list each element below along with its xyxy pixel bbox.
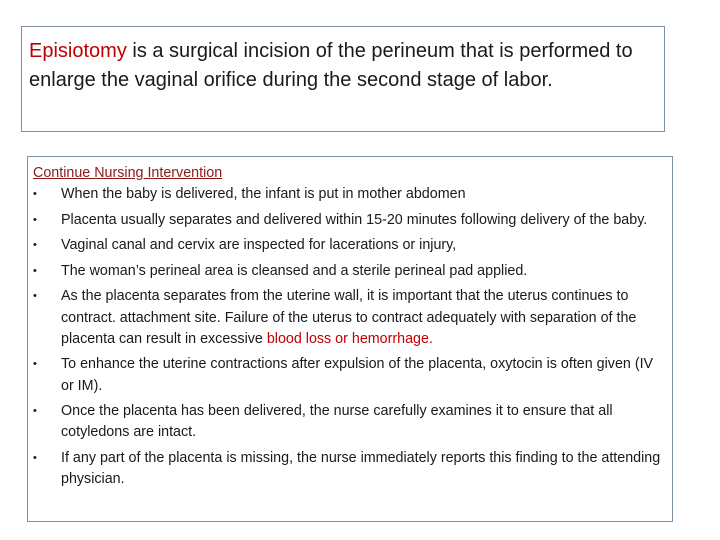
list-item bbox=[33, 448, 662, 491]
list-item bbox=[33, 210, 662, 231]
section-heading: Continue Nursing Intervention bbox=[33, 165, 223, 181]
list-item bbox=[33, 235, 662, 256]
list-item-text: To enhance the uterine contractions after expulsion of the placenta, oxytocin is often given (IV or IM). bbox=[61, 356, 654, 394]
intervention-list bbox=[33, 184, 662, 490]
list-item-text: The woman’s perineal area is cleansed and a sterile perineal pad applied. bbox=[61, 262, 528, 279]
list-item-text: Vaginal canal and cervix are inspected for lacerations or injury, bbox=[61, 237, 457, 254]
bullet-icon: • bbox=[33, 239, 37, 252]
definition-box bbox=[21, 26, 665, 132]
definition-text: is a surgical incision of the perineum that is performed to enlarge the vaginal orifice during the second stage of labor. bbox=[29, 40, 633, 91]
list-item-text: Placenta usually separates and delivered within 15-20 minutes following delivery of the baby. bbox=[61, 211, 648, 228]
bullet-icon: • bbox=[33, 451, 37, 464]
bullet-icon: • bbox=[33, 264, 37, 277]
definition-term: Episiotomy bbox=[29, 40, 127, 62]
bullet-icon: • bbox=[33, 213, 37, 226]
nursing-intervention-box bbox=[27, 156, 673, 522]
list-item bbox=[33, 401, 662, 444]
bullet-icon: • bbox=[33, 405, 37, 418]
bullet-icon: • bbox=[33, 290, 37, 303]
list-item bbox=[33, 261, 662, 282]
bullet-icon: • bbox=[33, 188, 37, 201]
emphasis-text: blood loss or hemorrhage. bbox=[266, 330, 433, 347]
list-item-text: If any part of the placenta is missing, the nurse immediately reports this finding to the attending physician. bbox=[61, 449, 661, 488]
bullet-icon: • bbox=[33, 358, 37, 371]
list-item-text: When the baby is delivered, the infant is put in mother abdomen bbox=[61, 186, 466, 203]
list-item bbox=[33, 286, 662, 350]
list-item-text: Once the placenta has been delivered, the nurse carefully examines it to ensure that all cotyledons are intact. bbox=[61, 403, 613, 441]
list-item bbox=[33, 184, 662, 205]
list-item-text: As the placenta separates from the uterine wall, it is important that the uterus continues to contract. attachment site. Failure of the uterus to contract adequately with separation of the placenta can result in excessive bbox=[61, 288, 637, 347]
list-item bbox=[33, 354, 662, 397]
